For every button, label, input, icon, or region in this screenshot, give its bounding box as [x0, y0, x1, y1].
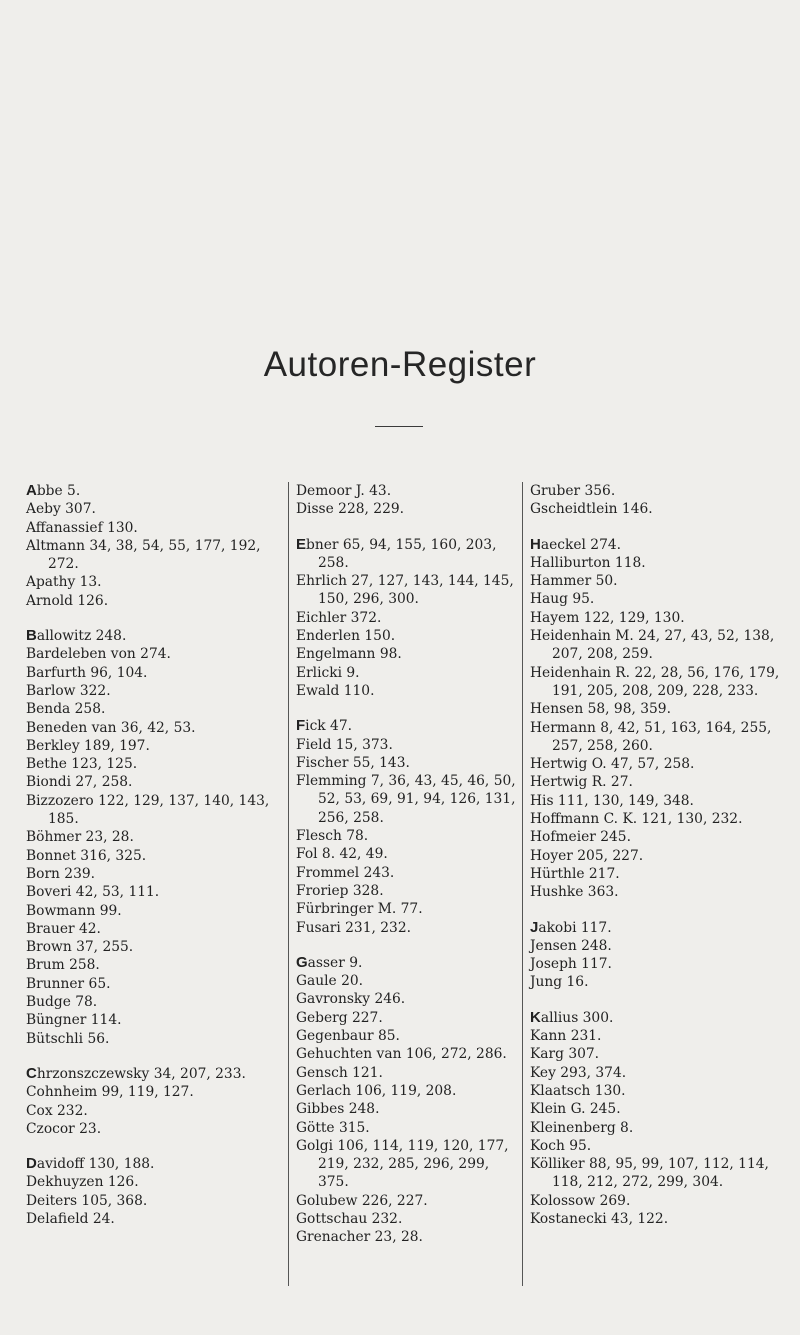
index-entry: Ballowitz 248.	[26, 627, 127, 645]
index-entry: Gaule 20.	[296, 973, 364, 990]
index-entry: Field 15, 373.	[296, 736, 393, 753]
index-entry: Born 239.	[26, 865, 96, 882]
index-entry: Büngner 114.	[26, 1012, 122, 1029]
index-entry: Jensen 248.	[530, 937, 612, 954]
letter-group-gap	[530, 519, 782, 536]
index-entry: Dekhuyzen 126.	[26, 1174, 139, 1191]
section-initial: F	[296, 717, 306, 735]
index-entry: Cox 232.	[26, 1102, 88, 1119]
index-entry: Budge 78.	[26, 994, 98, 1011]
index-entry: Bowmann 99.	[26, 902, 122, 919]
index-entry: Gscheidtlein 146.	[530, 501, 653, 518]
index-entry: Götte 315.	[296, 1119, 370, 1136]
index-entry: Eichler 372.	[296, 609, 382, 626]
index-entry: Bardeleben von 274.	[26, 646, 171, 663]
letter-group-gap	[26, 1138, 276, 1155]
index-entry: Fol 8. 42, 49.	[296, 846, 388, 863]
section-initial: C	[26, 1064, 37, 1082]
section-initial: B	[26, 627, 37, 645]
index-entry: Bethe 123, 125.	[26, 756, 138, 773]
index-column-3	[522, 482, 782, 1286]
index-entry: Kann 231.	[530, 1028, 602, 1045]
section-initial: G	[296, 953, 308, 971]
index-column-1	[26, 482, 276, 1228]
index-entry: Hayem 122, 129, 130.	[530, 609, 685, 626]
index-entry: Gottschau 232.	[296, 1210, 403, 1227]
index-entry: Fürbringer M. 77.	[296, 901, 423, 918]
index-entry: Heidenhain M. 24, 27, 43, 52, 138, 207, 208, 259.	[530, 628, 775, 663]
index-entry: Kostanecki 43, 122.	[530, 1210, 669, 1227]
index-entry: Fick 47.	[296, 717, 352, 735]
section-initial: D	[26, 1155, 37, 1173]
index-entry: Benda 258.	[26, 701, 106, 718]
index-entry: Gegenbaur 85.	[296, 1028, 400, 1045]
index-entry: Geberg 227.	[296, 1009, 383, 1026]
index-entry: Delafield 24.	[26, 1210, 115, 1227]
index-entry: Engelmann 98.	[296, 646, 402, 663]
index-entry: Cohnheim 99, 119, 127.	[26, 1084, 194, 1101]
letter-group-gap	[296, 700, 518, 717]
index-entry: Key 293, 374.	[530, 1064, 627, 1081]
index-entry: Halliburton 118.	[530, 554, 646, 571]
index-entry: Ehrlich 27, 127, 143, 144, 145, 150, 296, 300.	[296, 573, 514, 608]
section-initial: A	[26, 482, 37, 499]
page-title: Autoren-Register	[263, 345, 537, 384]
index-entry: Beneden van 36, 42, 53.	[26, 719, 196, 736]
index-entry: Enderlen 150.	[296, 628, 396, 645]
index-entry: Hermann 8, 42, 51, 163, 164, 255, 257, 258, 260.	[530, 719, 772, 754]
index-entry: Fusari 231, 232.	[296, 919, 411, 936]
index-entry: Barfurth 96, 104.	[26, 664, 148, 681]
index-entry: Gibbes 248.	[296, 1101, 380, 1118]
index-entry: His 111, 130, 149, 348.	[530, 792, 694, 809]
index-entry: Hoyer 205, 227.	[530, 847, 644, 864]
letter-group-gap	[296, 937, 518, 954]
index-entry: Klaatsch 130.	[530, 1082, 626, 1099]
index-entry: Brown 37, 255.	[26, 939, 134, 956]
index-entry: Altmann 34, 38, 54, 55, 177, 192, 272.	[26, 537, 261, 573]
index-entry: Arnold 126.	[26, 592, 109, 609]
letter-group-gap	[530, 902, 782, 919]
index-entry: Kallius 300.	[530, 1008, 614, 1026]
index-entry: Chrzonszczewsky 34, 207, 233.	[26, 1064, 246, 1082]
index-entry: Jung 16.	[530, 974, 589, 991]
index-entry: Fischer 55, 143.	[296, 754, 410, 771]
index-entry: Affanassief 130.	[26, 519, 138, 536]
index-entry: Bütschli 56.	[26, 1030, 110, 1047]
letter-group-gap	[26, 1048, 276, 1065]
index-entry: Deiters 105, 368.	[26, 1192, 148, 1209]
index-entry: Barlow 322.	[26, 682, 111, 699]
index-entry: Ebner 65, 94, 155, 160, 203, 258.	[296, 535, 497, 571]
index-entry: Froriep 328.	[296, 882, 384, 899]
index-entry: Hertwig R. 27.	[530, 774, 633, 791]
index-entry: Jakobi 117.	[530, 918, 612, 936]
index-entry: Hürthle 217.	[530, 865, 620, 882]
index-column-2	[288, 482, 518, 1286]
index-entry: Flesch 78.	[296, 828, 369, 845]
index-entry: Aeby 307.	[26, 501, 96, 518]
index-entry: Golubew 226, 227.	[296, 1192, 428, 1209]
index-entry: Bonnet 316, 325.	[26, 847, 147, 864]
index-entry: Gerlach 106, 119, 208.	[296, 1082, 457, 1099]
index-entry: Kölliker 88, 95, 99, 107, 112, 114, 118, 212, 272, 299, 304.	[530, 1156, 769, 1191]
index-entry: Haeckel 274.	[530, 535, 622, 553]
index-entry: Bizzozero 122, 129, 137, 140, 143, 185.	[26, 792, 270, 828]
index-entry: Biondi 27, 258.	[26, 774, 133, 791]
index-entry: Demoor J. 43.	[296, 483, 392, 499]
index-entry: Haug 95.	[530, 591, 595, 608]
index-entry: Heidenhain R. 22, 28, 56, 176, 179, 191, 205, 208, 209, 228, 233.	[530, 664, 780, 699]
index-entry: Karg 307.	[530, 1046, 600, 1063]
index-entry: Kleinenberg 8.	[530, 1119, 634, 1136]
section-initial: K	[530, 1008, 541, 1026]
index-entry: Czocor 23.	[26, 1120, 102, 1137]
index-entry: Hammer 50.	[530, 573, 618, 590]
index-entry: Grenacher 23, 28.	[296, 1229, 423, 1246]
index-entry: Gehuchten van 106, 272, 286.	[296, 1046, 507, 1063]
letter-group-gap	[26, 610, 276, 627]
index-entry: Brauer 42.	[26, 920, 101, 937]
index-entry: Böhmer 23, 28.	[26, 829, 134, 846]
index-entry: Kolossow 269.	[530, 1192, 631, 1209]
index-entry: Gruber 356.	[530, 483, 616, 499]
index-entry: Boveri 42, 53, 111.	[26, 884, 160, 901]
index-entry: Joseph 117.	[530, 956, 612, 973]
letter-group-gap	[530, 992, 782, 1009]
index-entry: Abbe 5.	[26, 482, 81, 499]
section-initial: H	[530, 535, 541, 553]
index-entry: Berkley 189, 197.	[26, 737, 150, 754]
index-entry: Hoffmann C. K. 121, 130, 232.	[530, 811, 743, 828]
section-initial: J	[530, 918, 539, 936]
index-entry: Gavronsky 246.	[296, 991, 406, 1008]
index-entry: Brum 258.	[26, 957, 100, 974]
index-entry: Klein G. 245.	[530, 1101, 621, 1118]
index-entry: Erlicki 9.	[296, 664, 360, 681]
index-entry: Ewald 110.	[296, 682, 375, 699]
section-initial: E	[296, 535, 307, 553]
index-entry: Hofmeier 245.	[530, 829, 631, 846]
title-rule	[375, 426, 423, 427]
index-entry: Brunner 65.	[26, 975, 111, 992]
index-entry: Hensen 58, 98, 359.	[530, 701, 671, 718]
index-entry: Disse 228, 229.	[296, 501, 405, 518]
index-entry: Davidoff 130, 188.	[26, 1155, 155, 1173]
index-entry: Gasser 9.	[296, 953, 363, 971]
index-entry: Hushke 363.	[530, 884, 619, 901]
index-entry: Golgi 106, 114, 119, 120, 177, 219, 232, 285, 296, 299, 375.	[296, 1137, 509, 1191]
index-entry: Hertwig O. 47, 57, 258.	[530, 756, 695, 773]
index-entry: Gensch 121.	[296, 1064, 383, 1081]
index-entry: Frommel 243.	[296, 864, 395, 881]
index-entry: Apathy 13.	[26, 574, 102, 591]
index-entry: Koch 95.	[530, 1137, 592, 1154]
letter-group-gap	[296, 519, 518, 536]
index-entry: Flemming 7, 36, 43, 45, 46, 50, 52, 53, 69, 91, 94, 126, 131, 256, 258.	[296, 773, 516, 826]
